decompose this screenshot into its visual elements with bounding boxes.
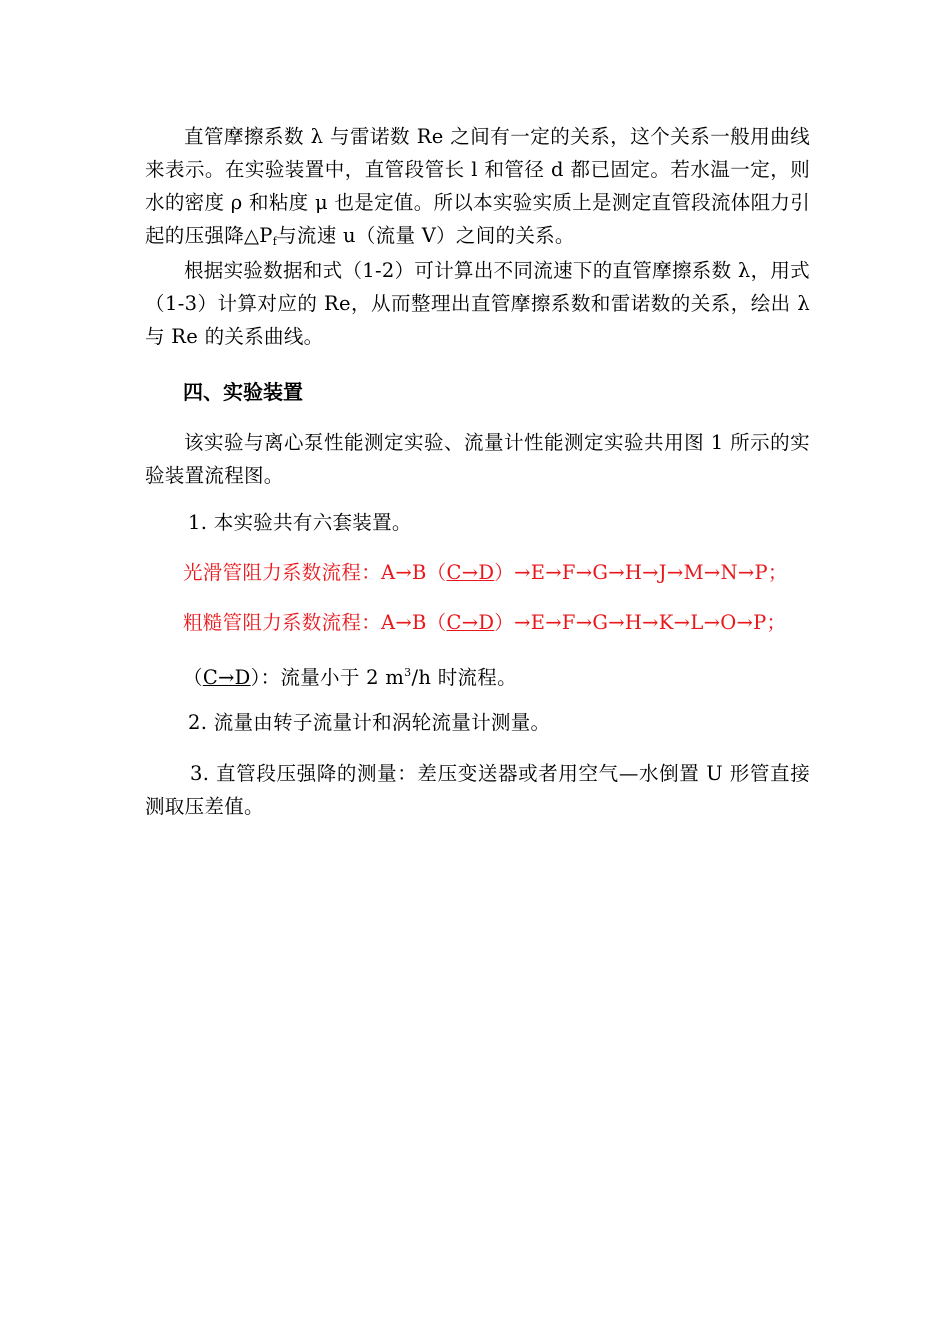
rough-flow-bypass: C→D [446,611,495,634]
smooth-flow-label: 光滑管阻力系数流程： [183,561,382,584]
rough-flow-label: 粗糙管阻力系数流程： [183,611,382,634]
paragraph-apparatus: 该实验与离心泵性能测定实验、流量计性能测定实验共用图 1 所示的实验装置流程图。 [145,431,810,487]
paragraph-text: 直管摩擦系数 λ 与雷诺数 Re 之间有一定的关系，这个关系一般用曲线来表示。在实验装置中，直管段管长 l 和管径 d 都已固定。若水温一定，则水的密度 ρ 和粘度 μ 也是定值。所以本实验实质上是测定直管段流体阻力引起的压强降△P [145,125,810,247]
bypass-note [183,656,517,694]
bypass-note-open: （ [183,666,203,689]
smooth-flow-path-start: A→B（ [381,561,447,584]
subscript-f: f [272,235,278,248]
section-heading: 四、实验装置 [183,380,303,404]
bypass-note-end: /h 时流程。 [411,666,517,689]
smooth-pipe-flow [183,556,788,589]
superscript-3: 3 [404,666,412,679]
rough-pipe-flow [183,606,786,639]
smooth-flow-bypass: C→D [446,561,495,584]
list-item-2: 2. 流量由转子流量计和涡轮流量计测量。 [188,711,551,734]
bypass-note-path: C→D [202,666,251,689]
smooth-flow-path-end: ）→E→F→G→H→J→M→N→P； [494,561,788,584]
rough-flow-path-start: A→B（ [381,611,447,634]
paragraph-friction-relation [145,120,810,258]
paragraph-calculation: 根据实验数据和式（1-2）可计算出不同流速下的直管摩擦系数 λ，用式（1-3）计算对应的 Re，从而整理出直管摩擦系数和雷诺数的关系，绘出 λ 与 Re 的关系曲线。 [145,259,810,348]
list-item-1: 1. 本实验共有六套装置。 [188,511,412,534]
bypass-note-text: ）：流量小于 2 m [250,666,405,689]
rough-flow-path-end: ）→E→F→G→H→K→L→O→P； [494,611,787,634]
list-item-3: 3. 直管段压强降的测量：差压变送器或者用空气—水倒置 U 形管直接测取压差值。 [145,762,810,818]
paragraph-text-end: 与流速 u（流量 V）之间的关系。 [277,224,575,247]
